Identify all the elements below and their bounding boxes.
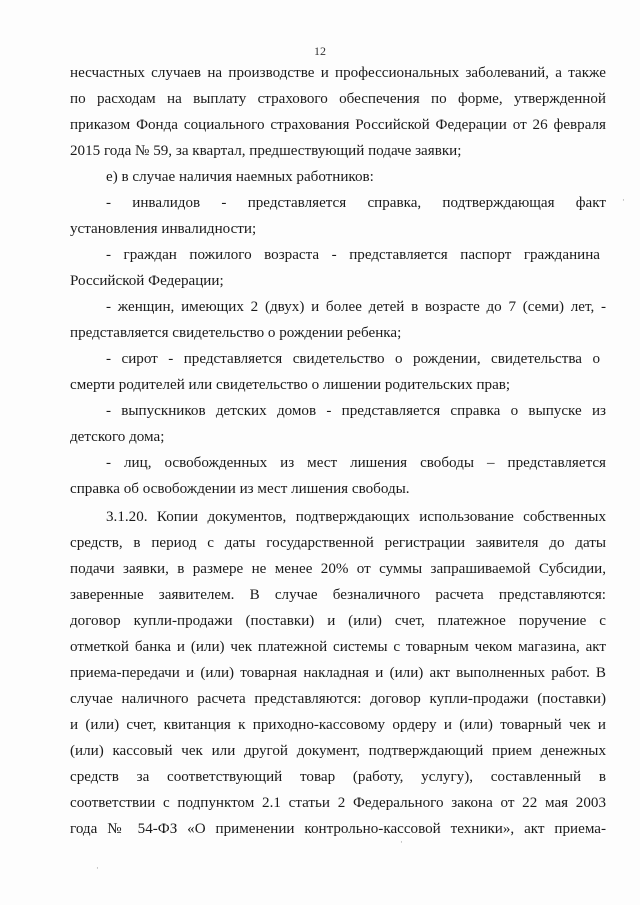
text-line: - выпускников детских домов - представляется справка о выпуске из <box>106 403 606 419</box>
text-line: и (или) счет, квитанция к приходно-кассовому ордеру и (или) товарный чек и <box>70 717 606 733</box>
text-line: 3.1.20. Копии документов, подтверждающих использование собственных <box>106 509 606 525</box>
text-line: представляется свидетельство о рождении ребенка; <box>70 325 402 341</box>
text-line: - сирот - представляется свидетельство о рождении, свидетельства о <box>106 351 600 367</box>
scan-speck: · <box>400 838 403 848</box>
text-line: - женщин, имеющих 2 (двух) и более детей в возрасте до 7 (семи) лет, - <box>106 299 606 315</box>
text-line: приема-передачи и (или) товарная накладная и (или) акт выполненных работ. В <box>70 665 606 681</box>
text-line: года № 54-ФЗ «О применении контрольно-кассовой техники», акт приема- <box>70 821 606 837</box>
text-line: случае наличного расчета представляются: договор купли-продажи (поставки) <box>70 691 606 707</box>
text-line: заверенные заявителем. В случае безналичного расчета представляются: <box>70 587 606 603</box>
text-line: (или) кассовый чек или другой документ, подтверждающий прием денежных <box>70 743 606 759</box>
text-line: - граждан пожилого возраста - представляется паспорт гражданина <box>106 247 600 263</box>
text-line: справка об освобождении из мест лишения свободы. <box>70 481 410 497</box>
text-line: е) в случае наличия наемных работников: <box>106 169 374 185</box>
text-line: отметкой банка и (или) чек платежной системы с товарным чеком магазина, акт <box>70 639 606 655</box>
text-line: по расходам на выплату страхового обеспечения по форме, утвержденной <box>70 91 606 107</box>
text-line: смерти родителей или свидетельство о лишении родительских прав; <box>70 377 511 393</box>
text-line: средств, в период с даты государственной регистрации заявителя до даты <box>70 535 606 551</box>
text-line: - инвалидов - представляется справка, подтверждающая факт <box>106 195 606 211</box>
text-line: несчастных случаев на производстве и профессиональных заболеваний, а также <box>70 65 606 81</box>
text-line: соответствии с подпунктом 2.1 статьи 2 Федерального закона от 22 мая 2003 <box>70 795 606 811</box>
text-line: договор купли-продажи (поставки) и (или) счет, платежное поручение с <box>70 613 606 629</box>
text-line: установления инвалидности; <box>70 221 257 237</box>
text-line: подачи заявки, в размере не менее 20% от суммы запрашиваемой Субсидии, <box>70 561 606 577</box>
text-line: 2015 года № 59, за квартал, предшествующий подаче заявки; <box>70 143 462 159</box>
text-line: детского дома; <box>70 429 165 445</box>
page-number: 12 <box>314 44 326 58</box>
scan-speck: · <box>622 196 625 206</box>
text-line: приказом Фонда социального страхования Российской Федерации от 26 февраля <box>70 117 606 133</box>
text-line: средств за соответствующий товар (работу, услугу), составленный в <box>70 769 606 785</box>
text-line: - лиц, освобожденных из мест лишения свободы – представляется <box>106 455 606 471</box>
text-line: Российской Федерации; <box>70 273 224 289</box>
scan-speck: · <box>96 864 99 874</box>
